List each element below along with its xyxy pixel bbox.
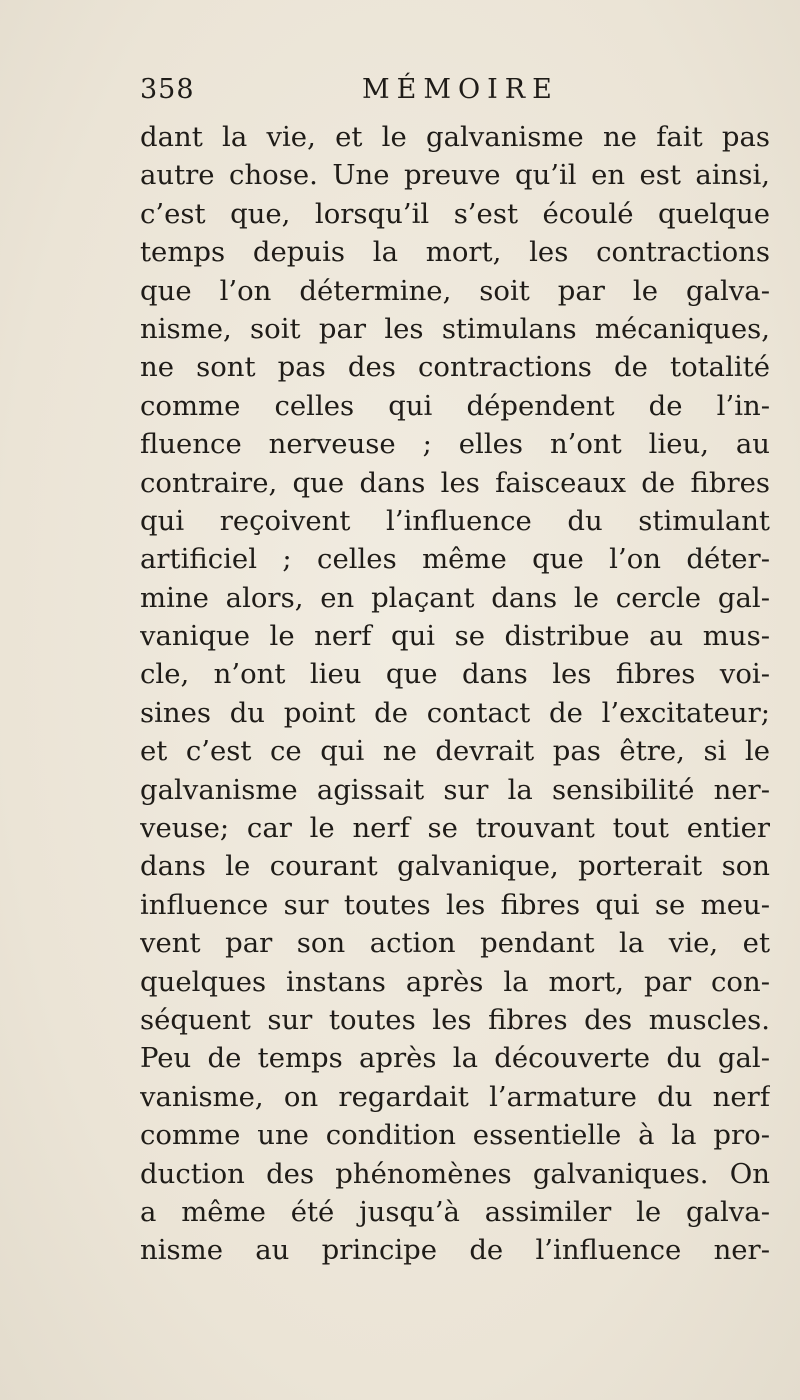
text-line: contraire, que dans les faisceaux de fibres (140, 466, 770, 499)
text-line: vent par son action pendant la vie, et (140, 927, 770, 960)
text-line: vanisme, on regardait l’armature du nerf (140, 1080, 770, 1113)
page-number: 358 (140, 74, 195, 105)
text-line: nisme au principe de l’influence ner- (140, 1234, 770, 1267)
text-line: nisme, soit par les stimulans mécaniques, (140, 312, 770, 345)
text-line: dant la vie, et le galvanisme ne fait pas (140, 121, 770, 153)
text-line: vanique le nerf qui se distribue au mus- (140, 620, 770, 653)
text-line: que l’on détermine, soit par le galva- (140, 274, 770, 307)
text-line: comme une condition essentielle à la pro- (140, 1119, 770, 1152)
text-line: ne sont pas des contractions de totalité (140, 351, 770, 384)
text-line: autre chose. Une preuve qu’il en est ainsi, (140, 159, 770, 192)
text-line: mine alors, en plaçant dans le cercle gal- (140, 581, 770, 614)
text-line: dans le courant galvanique, porterait son (140, 850, 770, 883)
text-line: séquent sur toutes les fibres des muscles. (140, 1003, 770, 1036)
text-line: duction des phénomènes galvaniques. On (140, 1157, 770, 1190)
text-line: c’est que, lorsqu’il s’est écoulé quelque (140, 197, 770, 230)
text-line: qui reçoivent l’influence du stimulant (140, 504, 770, 537)
text-line: a même été jusqu’à assimiler le galva- (140, 1195, 770, 1228)
text-line: sines du point de contact de l’excitateur; (140, 696, 770, 729)
text-line: influence sur toutes les fibres qui se meu- (140, 888, 770, 921)
body-text (140, 118, 770, 1270)
text-line: comme celles qui dépendent de l’in- (140, 389, 770, 422)
text-line: artificiel ; celles même que l’on déter- (140, 543, 770, 576)
text-line: temps depuis la mort, les contractions (140, 236, 770, 269)
text-line: quelques instans après la mort, par con- (140, 965, 770, 998)
text-line: veuse; car le nerf se trouvant tout entier (140, 812, 770, 845)
text-line: fluence nerveuse ; elles n’ont lieu, au (140, 428, 770, 461)
running-head: MÉMOIRE (362, 74, 559, 105)
text-line: cle, n’ont lieu que dans les fibres voi- (140, 658, 770, 691)
text-line: Peu de temps après la découverte du gal- (140, 1042, 770, 1075)
text-line: et c’est ce qui ne devrait pas être, si le (140, 735, 770, 768)
page-header (140, 74, 660, 114)
text-line: galvanisme agissait sur la sensibilité ner- (140, 773, 770, 806)
